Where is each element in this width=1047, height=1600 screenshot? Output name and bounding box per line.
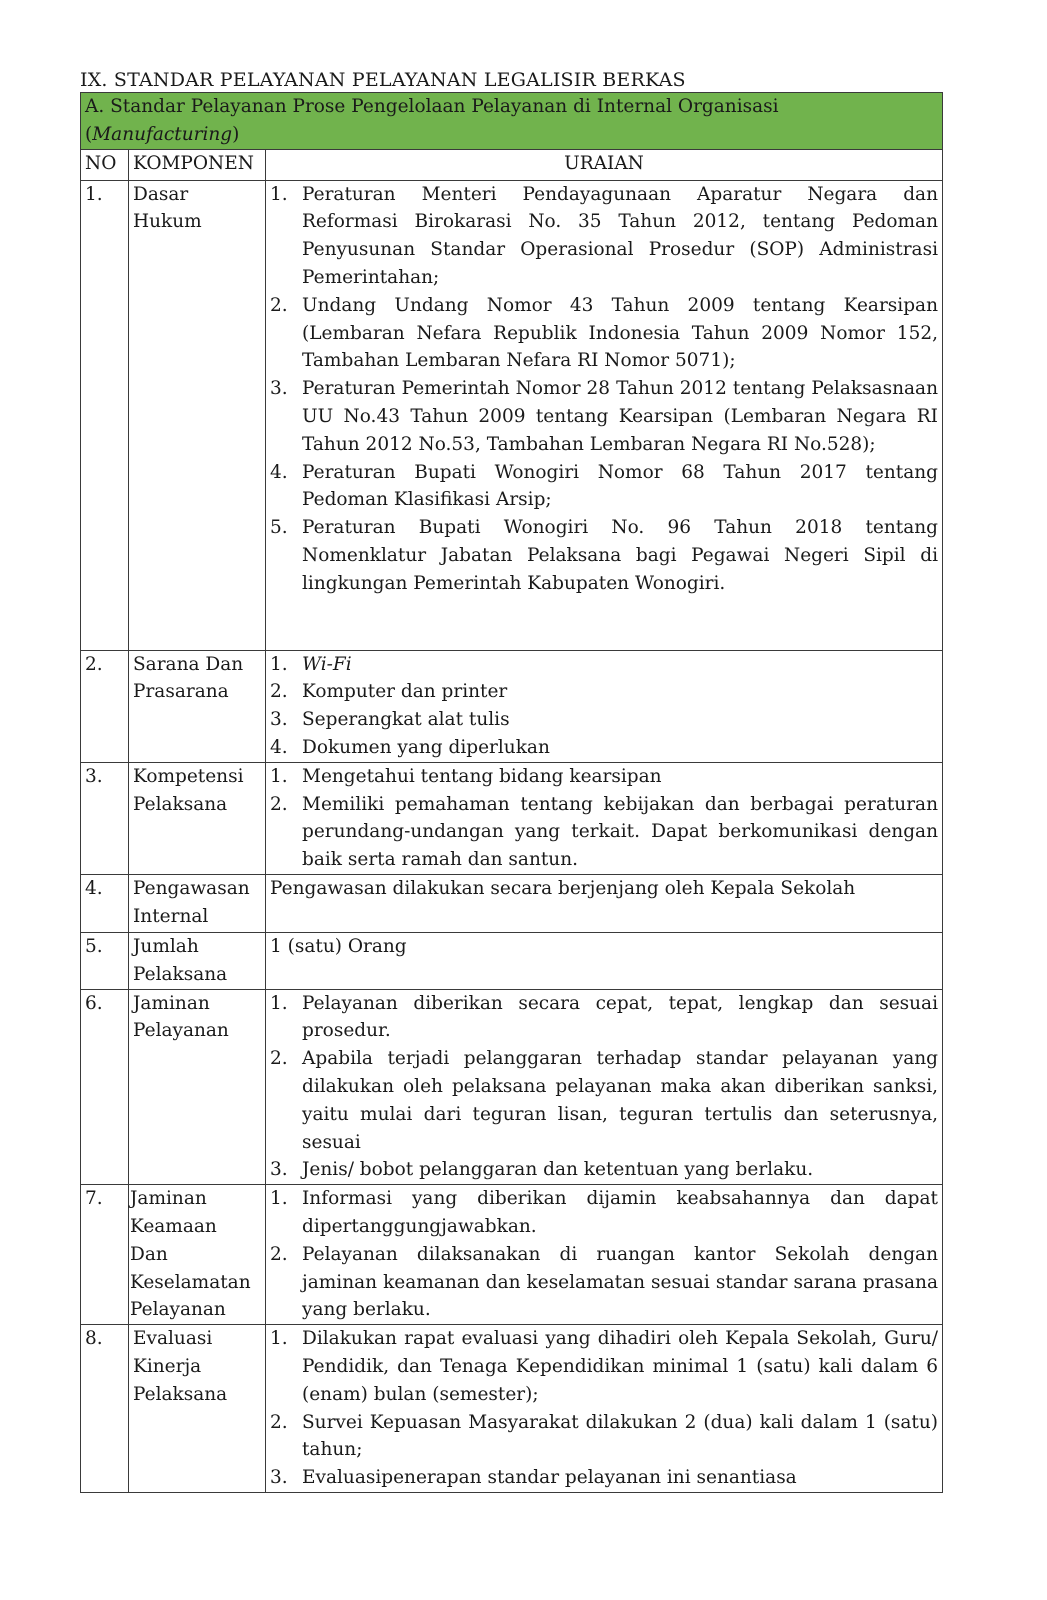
list-item (270, 1185, 938, 1241)
table-row (81, 762, 943, 874)
komponen-line: Evaluasi (133, 1328, 213, 1350)
list-item (270, 1156, 938, 1184)
table-row (81, 874, 943, 932)
table-row (81, 180, 943, 650)
table-body (81, 180, 943, 1492)
list-item-text: Memiliki pemahaman tentang kebijakan dan berbagai peraturan perundang-undangan yang terkait. Dapat berkomunikasi dengan baik serta ramah dan santun. (302, 793, 938, 871)
komponen-line: Keamaan (130, 1215, 217, 1237)
list-item (270, 1241, 938, 1324)
list-item-number: 1. (270, 1188, 288, 1210)
list-item (270, 791, 938, 874)
row-number: 8. (81, 1325, 129, 1493)
list-item-text: Wi-Fi (302, 653, 352, 675)
list-item (270, 706, 938, 734)
list-item-number: 1. (270, 183, 288, 205)
list-item-number: 2. (270, 681, 288, 703)
list-item-text: Undang Undang Nomor 43 Tahun 2009 tentang Kearsipan (Lembaran Nefara Republik Indonesia Tahun 2009 Nomor 152, Tambahan Lembaran Nefara RI Nomor 5071); (302, 294, 938, 372)
list-item-number: 2. (270, 793, 288, 815)
table-row (81, 650, 943, 762)
table-row (81, 932, 943, 989)
komponen-line: Dan (130, 1243, 168, 1265)
list-item-number: 3. (270, 378, 288, 400)
komponen-line: Kompetensi (133, 765, 244, 787)
section-subheading-line: (Manufacturing) (85, 123, 240, 145)
row-komponen (129, 1325, 266, 1493)
row-komponen (129, 762, 266, 874)
row-uraian (266, 650, 943, 762)
list-item-text: Seperangkat alat tulis (302, 709, 510, 731)
komponen-line: Pelaksana (133, 793, 228, 815)
document-title: IX. STANDAR PELAYANAN PELAYANAN LEGALISIR BERKAS (80, 69, 686, 91)
list-item-number: 2. (270, 1411, 288, 1433)
column-header-no: NO (81, 149, 129, 180)
list-item-text: Jenis/ bobot pelanggaran dan ketentuan yang berlaku. (302, 1159, 814, 1181)
row-komponen (129, 932, 266, 989)
uraian-list (270, 651, 938, 762)
komponen-line: Pelayanan (133, 1020, 229, 1042)
row-komponen (129, 650, 266, 762)
komponen-line: Hukum (133, 211, 202, 233)
komponen-line: Pelaksana (133, 963, 228, 985)
column-header-uraian: URAIAN (266, 149, 943, 180)
komponen-line: Dasar (133, 183, 189, 205)
row-komponen (129, 180, 266, 650)
row-komponen (129, 1185, 266, 1325)
standard-table (80, 92, 943, 1493)
komponen-line: Pelaksana (133, 1383, 228, 1405)
list-item-text: Pelayanan diberikan secara cepat, tepat, lengkap dan sesuai prosedur. (302, 992, 938, 1042)
list-item-text: Dokumen yang diperlukan (302, 736, 550, 758)
list-item-number: 1. (270, 653, 288, 675)
list-item-text: Apabila terjadi pelanggaran terhadap standar pelayanan yang dilakukan oleh pelaksana pelayanan maka akan diberikan sanksi, yaitu mulai dari teguran lisan, teguran tertulis dan seterusnya, sesuai (302, 1048, 938, 1153)
uraian-list (270, 763, 938, 874)
komponen-line: Jaminan (130, 1188, 207, 1210)
row-uraian (266, 932, 943, 989)
list-item (270, 514, 938, 597)
list-item-text: Peraturan Bupati Wonogiri No. 96 Tahun 2018 tentang Nomenklatur Jabatan Pelaksana bagi Pegawai Negeri Sipil di lingkungan Pemerintah Kabupaten Wonogiri. (302, 517, 938, 594)
list-item-text: Peraturan Pemerintah Nomor 28 Tahun 2012 tentang Pelaksasnaan UU No.43 Tahun 2009 tentang Kearsipan (Lembaran Negara RI Tahun 2012 No.53, Tambahan Lembaran Negara RI No.528); (302, 378, 938, 455)
column-header-komponen: KOMPONEN (129, 149, 266, 180)
document-page (80, 68, 942, 1493)
list-item (270, 1045, 938, 1156)
row-komponen (129, 989, 266, 1185)
komponen-line: Pelayanan (130, 1299, 226, 1321)
list-item-number: 5. (270, 517, 288, 539)
list-item-text: Survei Kepuasan Masyarakat dilakukan 2 (dua) kali dalam 1 (satu) tahun; (302, 1411, 938, 1461)
list-item-text: Informasi yang diberikan dijamin keabsahannya dan dapat dipertanggungjawabkan. (302, 1188, 938, 1237)
komponen-line: Keselamatan (130, 1271, 251, 1293)
list-item-text: Dilakukan rapat evaluasi yang dihadiri oleh Kepala Sekolah, Guru/ Pendidik, dan Tenaga Kependidikan minimal 1 (satu) kali dalam 6 (enam) bulan (semester); (302, 1328, 938, 1405)
section-heading: A. Standar Pelayanan Prose Pengelolaan Pelayanan di Internal Organisasi (85, 96, 779, 117)
row-number: 4. (81, 874, 129, 932)
column-header-row (81, 149, 943, 180)
uraian-list (270, 1185, 938, 1324)
list-item (270, 375, 938, 458)
row-number: 3. (81, 762, 129, 874)
row-number: 1. (81, 180, 129, 650)
list-item-text: Peraturan Menteri Pendayagunaan Aparatur Negara dan Reformasi Birokarasi No. 35 Tahun 2012, tentang Pedoman Penyusunan Standar Operasional Prosedur (SOP) Administrasi Pemerintahan; (302, 183, 938, 288)
list-item-text: Komputer dan printer (302, 681, 508, 703)
row-uraian (266, 1185, 943, 1325)
list-item (270, 1325, 938, 1408)
uraian-text: 1 (satu) Orang (270, 935, 407, 957)
list-item-number: 3. (270, 1467, 288, 1489)
row-uraian (266, 180, 943, 650)
komponen-line: Internal (133, 905, 209, 927)
list-item (270, 1464, 938, 1492)
uraian-list (270, 990, 938, 1185)
uraian-list (270, 1325, 938, 1492)
komponen-line: Prasarana (133, 681, 229, 703)
list-item (270, 181, 938, 292)
list-item-number: 4. (270, 736, 288, 758)
row-uraian (266, 762, 943, 874)
list-item (270, 990, 938, 1046)
section-subheading: Manufacturing (92, 123, 233, 145)
list-item-number: 1. (270, 1328, 288, 1350)
row-uraian (266, 874, 943, 932)
table-row (81, 989, 943, 1185)
list-item-text: Pelayanan dilaksanakan di ruangan kantor Sekolah dengan jaminan keamanan dan keselamatan sesuai standar sarana prasana yang berlaku. (302, 1243, 938, 1321)
table-row (81, 1185, 943, 1325)
row-number: 5. (81, 932, 129, 989)
list-item-text: Mengetahui tentang bidang kearsipan (302, 765, 662, 787)
list-item-number: 4. (270, 461, 288, 483)
komponen-line: Jumlah (133, 935, 199, 957)
row-number: 7. (81, 1185, 129, 1325)
section-header (81, 93, 943, 150)
list-item (270, 763, 938, 791)
row-uraian (266, 1325, 943, 1493)
list-item-text: Peraturan Bupati Wonogiri Nomor 68 Tahun 2017 tentang Pedoman Klasifikasi Arsip; (302, 461, 938, 511)
list-item-number: 3. (270, 1159, 288, 1181)
list-item-number: 1. (270, 765, 288, 787)
list-item (270, 651, 938, 679)
table-row (81, 1325, 943, 1493)
komponen-line: Kinerja (133, 1355, 202, 1377)
row-number: 6. (81, 989, 129, 1185)
list-item (270, 678, 938, 706)
list-item-text: Evaluasipenerapan standar pelayanan ini senantiasa (302, 1467, 797, 1489)
komponen-line: Sarana Dan (133, 653, 244, 675)
list-item-number: 2. (270, 1243, 288, 1265)
section-header-row (81, 93, 943, 150)
list-item (270, 1409, 938, 1465)
row-komponen (129, 874, 266, 932)
uraian-text: Pengawasan dilakukan secara berjenjang oleh Kepala Sekolah (270, 877, 856, 899)
list-item-number: 1. (270, 992, 288, 1014)
list-item-number: 3. (270, 709, 288, 731)
list-item-number: 2. (270, 1048, 288, 1070)
komponen-line: Jaminan (133, 992, 210, 1014)
row-number: 2. (81, 650, 129, 762)
list-item-number: 2. (270, 294, 288, 316)
komponen-line: Pengawasan (133, 877, 250, 899)
list-item (270, 292, 938, 375)
row-uraian (266, 989, 943, 1185)
list-item (270, 734, 938, 762)
uraian-list (270, 181, 938, 598)
list-item (270, 459, 938, 515)
